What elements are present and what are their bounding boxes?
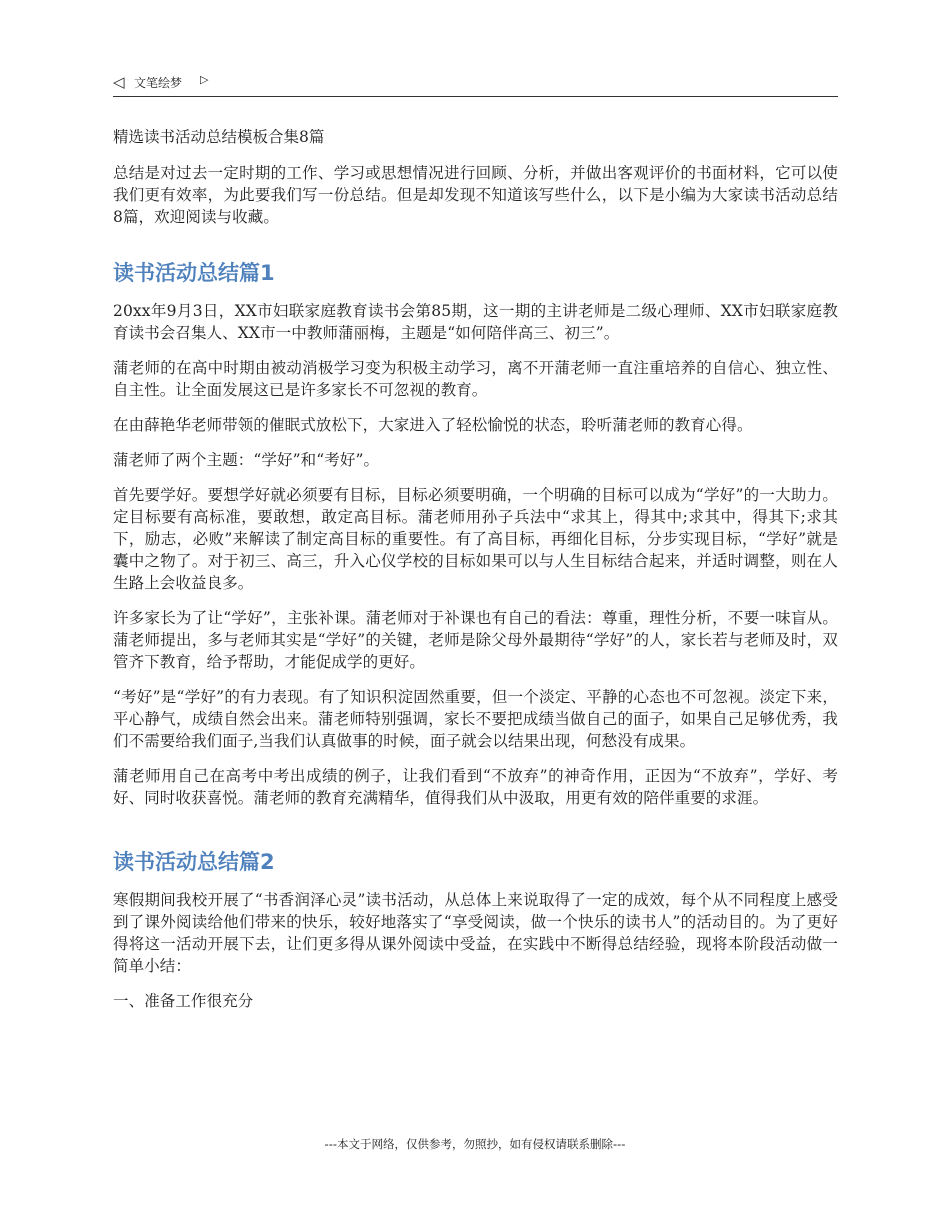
section-1-paragraph: 首先要学好。要想学好就必须要有目标，目标必须要明确，一个明确的目标可以成为“学好”的一大助力。定目标要有高标准，要敢想，敢定高目标。蒲老师用孙子兵法中“求其上，得其中;求其中，得其下;求其下，励志，必败”来解读了制定高目标的重要性。有了高目标，再细化目标，分步实现目标，“学好”就是囊中之物了。对于初三、高三，升入心仪学校的目标如果可以与人生目标结合起来，并适时调整，则在人生路上会收益良多。: [113, 486, 838, 592]
section-1-paragraph: “考好”是“学好”的有力表现。有了知识积淀固然重要，但一个淡定、平静的心态也不可忽视。淡定下来，平心静气，成绩自然会出来。蒲老师特别强调，家长不要把成绩当做自己的面子，如果自己足够优秀，我们不需要给我们面子,当我们认真做事的时候，面子就会以结果出现，何愁没有成果。: [113, 688, 838, 750]
section-1-paragraph: 在由薛艳华老师带领的催眠式放松下，大家进入了轻松愉悦的状态，聆听蒲老师的教育心得。: [113, 416, 753, 434]
document-body: [113, 126, 838, 1025]
section-1-paragraph: 蒲老师的在高中时期由被动消极学习变为积极主动学习，离不开蒲老师一直注重培养的自信心、独立性、自主性。让全面发展这已是许多家长不可忽视的教育。: [113, 359, 838, 399]
section-2-paragraph: 一、准备工作很充分: [113, 992, 254, 1010]
section-1-paragraph: 蒲老师了两个主题：“学好”和“考好”。: [113, 451, 380, 469]
section-heading-1: 读书活动总结篇1: [113, 261, 275, 285]
triangle-right-icon: ▷: [200, 73, 209, 86]
header-brand: 文笔绘梦: [134, 76, 183, 90]
document-title: 精选读书活动总结模板合集8篇: [113, 128, 325, 146]
section-1-paragraph: 蒲老师用自己在高考中考出成绩的例子，让我们看到“不放弃”的神奇作用，正因为“不放弃”，学好、考好、同时收获喜悦。蒲老师的教育充满精华，值得我们从中汲取，用更有效的陪伴重要的求涯。: [113, 767, 838, 807]
section-2-paragraph: 寒假期间我校开展了“书香润泽心灵”读书活动，从总体上来说取得了一定的成效，每个从不同程度上感受到了课外阅读给他们带来的快乐，较好地落实了“享受阅读，做一个快乐的读书人”的活动目的。为了更好得将这一活动开展下去，让们更多得从课外阅读中受益，在实践中不断得总结经验，现将本阶段活动做一简单小结：: [113, 891, 838, 975]
section-1-paragraph: 许多家长为了让“学好”，主张补课。蒲老师对于补课也有自己的看法：尊重，理性分析，不要一味盲从。蒲老师提出，多与老师其实是“学好”的关键，老师是除父母外最期待“学好”的人，家长若与老师及时，双管齐下教育，给予帮助，才能促成学的更好。: [113, 609, 838, 671]
section-heading-2: 读书活动总结篇2: [113, 850, 275, 874]
intro-paragraph: 总结是对过去一定时期的工作、学习或思想情况进行回顾、分析，并做出客观评价的书面材料，它可以使我们更有效率，为此要我们写一份总结。但是却发现不知道该写些什么，以下是小编为大家读书活动总结8篇，欢迎阅读与收藏。: [113, 164, 838, 226]
section-1-paragraph: 20xx年9月3日，XX市妇联家庭教育读书会第85期，这一期的主讲老师是二级心理师、XX市妇联家庭教育读书会召集人、XX市一中教师蒲丽梅，主题是“如何陪伴高三、初三”。: [113, 302, 838, 342]
page-footer-notice: ---本文于网络，仅供参考，勿照抄，如有侵权请联系删除---: [324, 1137, 626, 1151]
page-header: [113, 72, 838, 97]
triangle-left-icon: ◁: [113, 73, 125, 91]
